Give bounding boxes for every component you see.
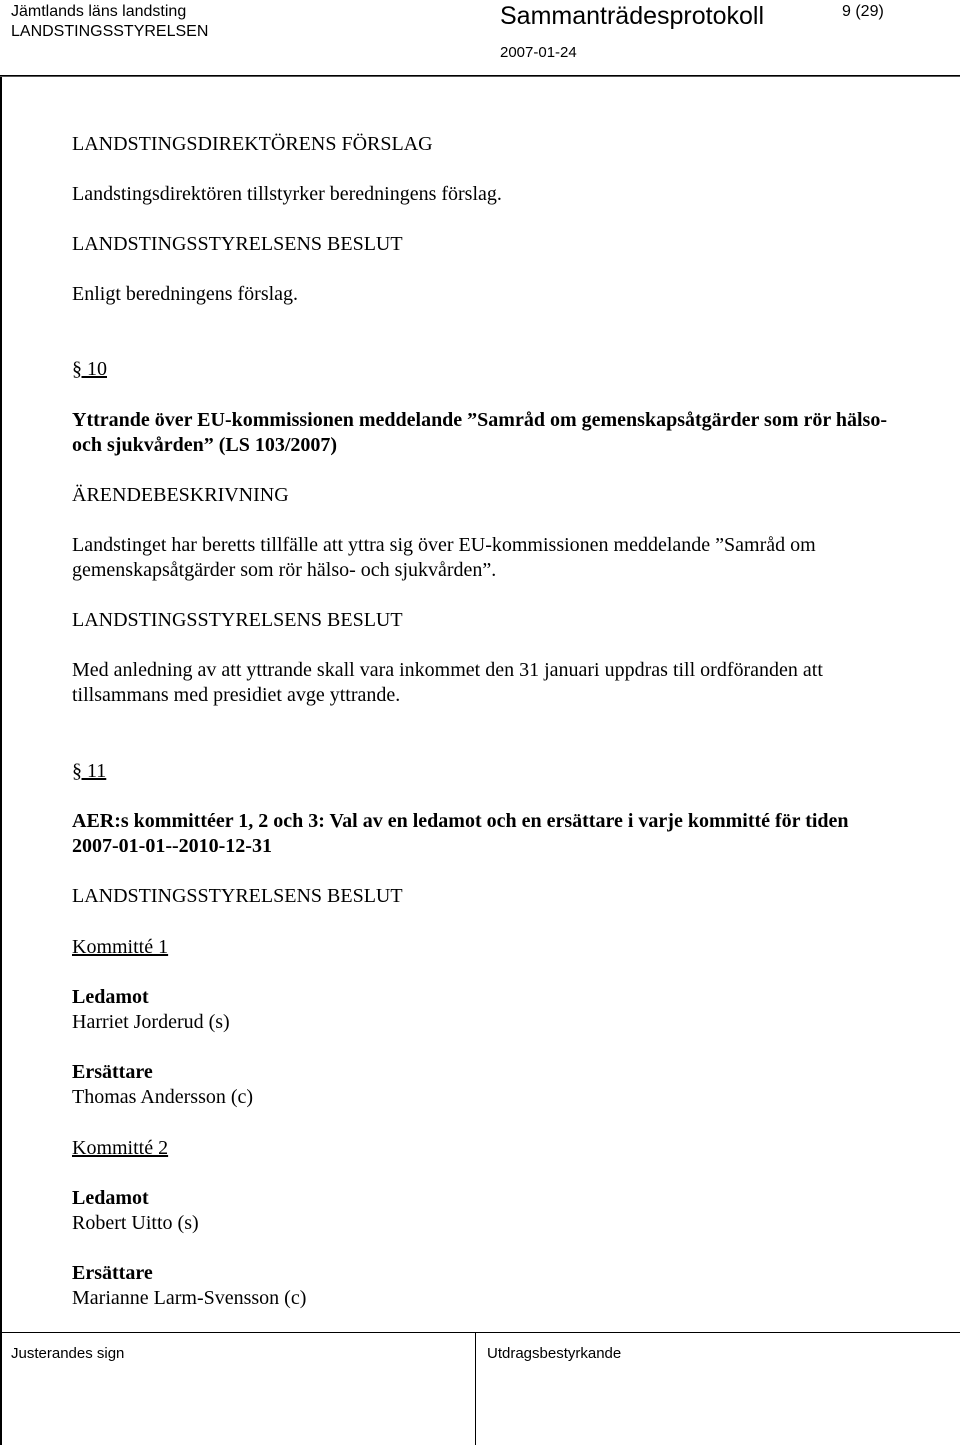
document-type: Sammanträdesprotokoll [500,2,765,30]
proposal-text: Landstingsdirektören tillstyrker beredningens förslag. [72,183,502,205]
heading-decision-prev: LANDSTINGSSTYRELSENS BESLUT [72,233,403,255]
committee-1-member: Harriet Jorderud (s) [72,1011,230,1033]
committee-1-substitute-label: Ersättare [72,1061,153,1083]
footer-column-divider [475,1332,476,1445]
organization-name: Jämtlands läns landsting [11,3,187,20]
board-name: LANDSTINGSSTYRELSEN [11,23,209,40]
left-margin-line [0,77,2,1332]
case-description-line1: Landstinget har beretts tillfälle att yttra sig över EU-kommissionen meddelande ”Samråd om [72,534,816,556]
decision-10-line2: tillsammans med presidiet avge yttrande. [72,684,401,706]
committee-2-substitute: Marianne Larm-Svensson (c) [72,1287,307,1309]
decision-text-prev: Enligt beredningens förslag. [72,283,299,305]
heading-case-description: ÄRENDEBESKRIVNING [72,484,289,506]
committee-2-member-label: Ledamot [72,1187,149,1209]
heading-decision-10: LANDSTINGSSTYRELSENS BESLUT [72,609,403,631]
section-10-title-line1: Yttrande över EU-kommissionen meddelande ”Samråd om gemenskapsåtgärder som rör hälso- [72,409,887,431]
committee-2-name: Kommitté 2 [72,1137,169,1159]
paragraph-number-11: § 11 [72,760,107,782]
footer-divider [0,1332,960,1333]
committee-1-member-label: Ledamot [72,986,149,1008]
committee-1-name: Kommitté 1 [72,936,169,958]
section-11-title-line2: 2007-01-01--2010-12-31 [72,835,272,857]
header-divider-shadow [0,76,960,77]
heading-decision-11: LANDSTINGSSTYRELSENS BESLUT [72,885,403,907]
footer-left-border [0,1332,2,1445]
section-10-title-line2: och sjukvården” (LS 103/2007) [72,434,338,456]
section-11-title-line1: AER:s kommittéer 1, 2 och 3: Val av en ledamot och en ersättare i varje kommitté för tiden [72,810,849,832]
committee-2-member: Robert Uitto (s) [72,1212,199,1234]
heading-proposal: LANDSTINGSDIREKTÖRENS FÖRSLAG [72,133,433,155]
footer-signature-label: Justerandes sign [11,1345,125,1362]
page-number: 9 (29) [842,3,884,20]
footer-certification-label: Utdragsbestyrkande [487,1345,622,1362]
committee-2-substitute-label: Ersättare [72,1262,153,1284]
document-date: 2007-01-24 [500,44,577,61]
paragraph-number-10: § 10 [72,358,107,380]
committee-1-substitute: Thomas Andersson (c) [72,1086,254,1108]
case-description-line2: gemenskapsåtgärder som rör hälso- och sjukvården”. [72,559,497,581]
decision-10-line1: Med anledning av att yttrande skall vara inkommet den 31 januari uppdras till ordföranden att [72,659,823,681]
